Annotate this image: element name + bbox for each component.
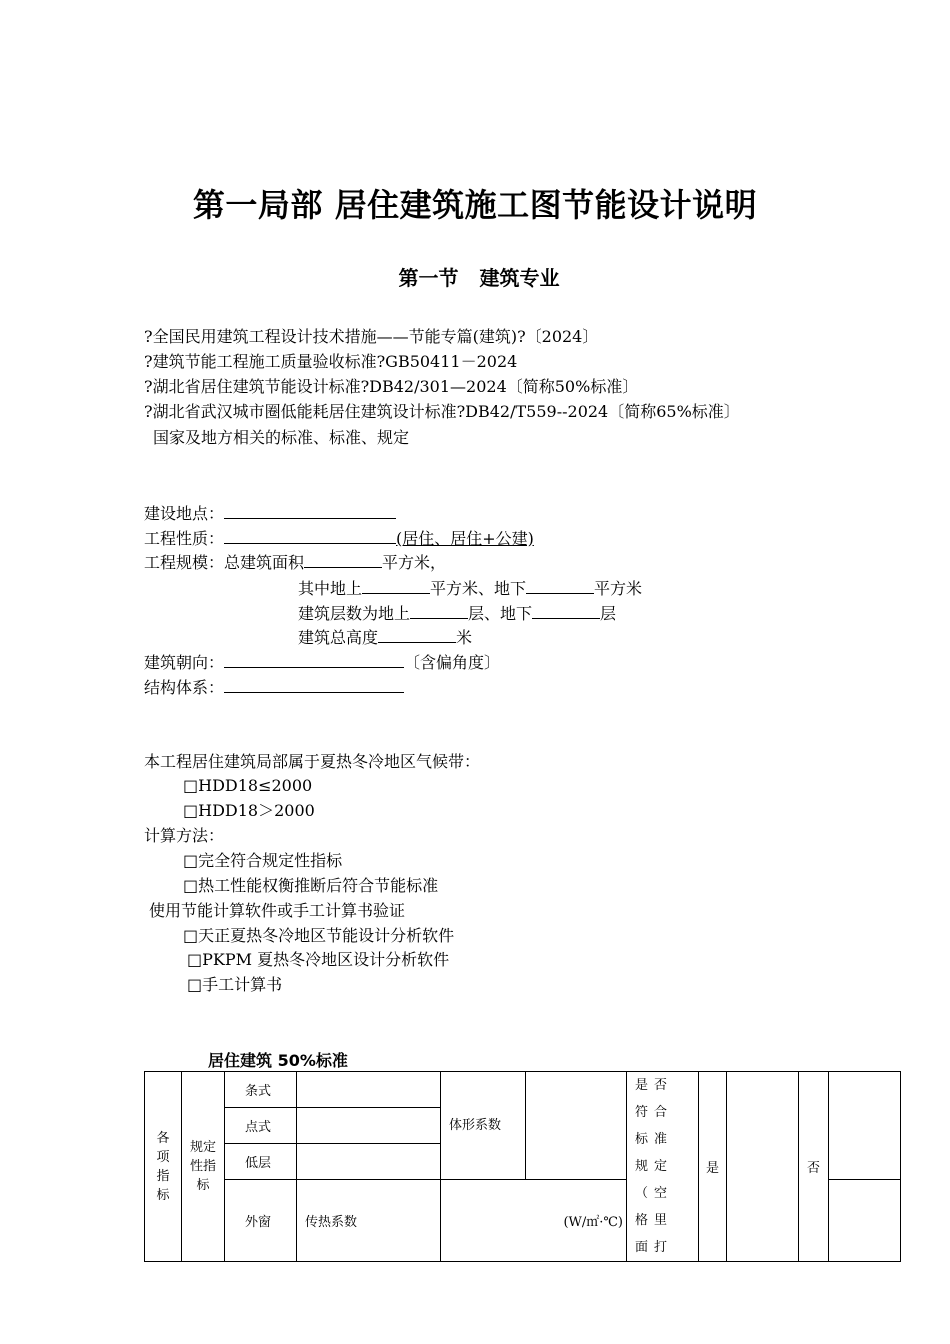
window-label: 外窗 <box>225 1180 297 1262</box>
table-caption: 居住建筑 50%标准 <box>208 1051 348 1070</box>
height-label: 建筑总高度 <box>298 628 379 647</box>
method-option-1[interactable]: □完全符合规定性指标 <box>183 851 343 870</box>
floors-unit: 层 <box>600 604 617 623</box>
orientation-row <box>144 651 500 674</box>
table-cell-prescriptive: 规定性指标 <box>182 1072 225 1262</box>
floors-label: 建筑层数为地上 <box>298 604 411 623</box>
reference-item: ?湖北省武汉城市圈低能耗居住建筑设计标准?DB42/T559--2024〔简称65%标准〕 <box>144 402 740 421</box>
method-label: 计算方法： <box>144 826 225 845</box>
sqm-label: 平方米， <box>382 553 447 572</box>
software-option-2[interactable]: □PKPM 夏热冬冷地区设计分析软件 <box>187 950 450 969</box>
table-cell-indicators: 各项指标 <box>145 1072 182 1262</box>
reference-item: 国家及地方相关的标准、标准、规定 <box>153 428 410 447</box>
software-option-3[interactable]: □手工计算书 <box>187 975 283 994</box>
reference-item: ?建筑节能工程施工质量验收标准?GB50411－2024 <box>144 352 518 371</box>
site-label: 建设地点： <box>144 504 225 523</box>
orientation-blank[interactable] <box>224 651 404 668</box>
method-option-2[interactable]: □热工性能权衡推断后符合节能标准 <box>183 876 439 895</box>
reference-item: ?湖北省居住建筑节能设计标准?DB42/301—2024〔简称50%标准〕 <box>144 377 639 396</box>
row-label-bar: 条式 <box>225 1072 297 1108</box>
height-unit: 米 <box>456 628 473 647</box>
table-cell-empty[interactable] <box>297 1144 441 1180</box>
compliance-label: 是否符合标准规定（空格里面打 <box>627 1072 699 1262</box>
floors-above-blank[interactable] <box>410 602 468 619</box>
orientation-label: 建筑朝向： <box>144 653 225 672</box>
above-area-blank[interactable] <box>362 577 430 594</box>
unit-label: (W/㎡·℃) <box>441 1180 627 1262</box>
software-label: 使用节能计算软件或手工计算书验证 <box>149 901 406 920</box>
below-unit: 平方米 <box>594 579 643 598</box>
scale-label: 工程规模：总建筑面积 <box>144 553 305 572</box>
site-row <box>144 502 396 525</box>
climate-option-2[interactable]: □HDD18＞2000 <box>183 801 315 820</box>
floors-below-blank[interactable] <box>532 602 600 619</box>
standard-table <box>144 1071 901 1262</box>
nature-row <box>144 527 534 550</box>
area-split-row <box>298 577 642 600</box>
table-cell-empty[interactable] <box>297 1072 441 1108</box>
above-label: 其中地上 <box>298 579 363 598</box>
yes-label: 是 <box>699 1072 727 1262</box>
document-title: 第一局部 居住建筑施工图节能设计说明 <box>192 186 758 224</box>
structure-row <box>144 676 404 699</box>
structure-label: 结构体系： <box>144 678 225 697</box>
nature-hint: (居住、居住+公建) <box>396 529 534 548</box>
nature-blank[interactable] <box>224 527 396 544</box>
row-label-point: 点式 <box>225 1108 297 1144</box>
shape-factor-label: 体形系数 <box>441 1072 526 1180</box>
row-label-low: 低层 <box>225 1144 297 1180</box>
scale-row <box>144 551 446 574</box>
table-cell-empty[interactable] <box>829 1072 901 1180</box>
above-unit: 平方米、地下 <box>430 579 527 598</box>
nature-label: 工程性质： <box>144 529 225 548</box>
table-cell-empty[interactable] <box>526 1072 627 1180</box>
reference-item: ?全国民用建筑工程设计技术措施——节能专篇(建筑)?〔2024〕 <box>144 327 599 346</box>
table-cell-empty[interactable] <box>727 1072 799 1262</box>
below-area-blank[interactable] <box>526 577 594 594</box>
software-option-1[interactable]: □天正夏热冬冷地区节能设计分析软件 <box>183 926 455 945</box>
heat-coef-label: 传热系数 <box>297 1180 441 1262</box>
climate-intro: 本工程居住建筑局部属于夏热冬冷地区气候带： <box>144 752 481 771</box>
height-blank[interactable] <box>378 626 456 643</box>
table-cell-empty[interactable] <box>297 1108 441 1144</box>
structure-blank[interactable] <box>224 676 404 693</box>
climate-option-1[interactable]: □HDD18≤2000 <box>183 776 313 795</box>
floors-row <box>298 602 616 625</box>
area-blank[interactable] <box>304 551 382 568</box>
site-blank[interactable] <box>224 502 396 519</box>
table-cell-empty[interactable] <box>829 1180 901 1262</box>
floors-mid: 层、地下 <box>468 604 533 623</box>
no-label: 否 <box>799 1072 829 1262</box>
height-row <box>298 626 472 649</box>
orientation-hint: 〔含偏角度〕 <box>404 653 501 672</box>
section-heading: 第一节 建筑专业 <box>398 266 560 290</box>
